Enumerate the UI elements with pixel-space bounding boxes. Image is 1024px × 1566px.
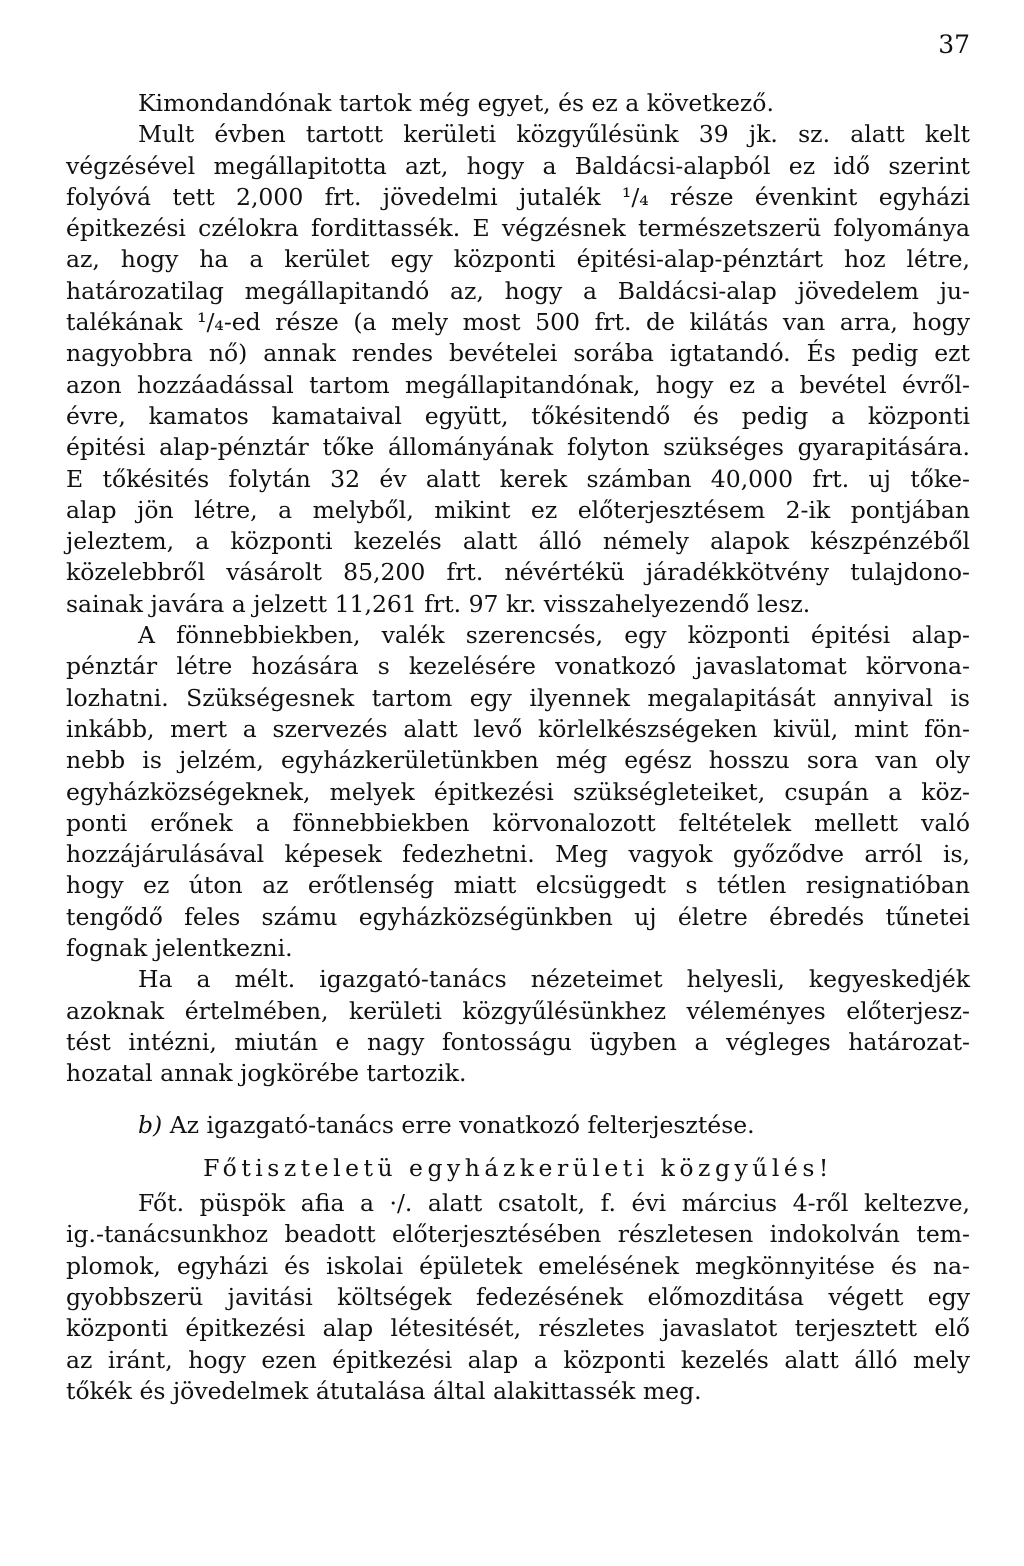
text-line: Ha a mélt. igazgató-tanács nézeteimet helyesli, kegyeskedjék [138,965,970,994]
text-line: Kimondandónak tartok még egyet, és ez a következő. [138,89,774,117]
paragraph [66,88,970,119]
text-line: fognak jelentkezni. [66,934,293,963]
text-line: az, hogy ha a kerület egy központi épitési-alap-pénztárt hoz létre, [66,245,970,274]
text-line: tengődő feles számu egyházközségünkben uj életre ébredés tűnetei [66,902,970,931]
text-line: Főt. püspök afia a ·/. alatt csatolt, f. évi március 4-ről keltezve, [138,1189,970,1218]
salutation: Főtiszteletü egyházkerületi közgyűlés! [203,1153,833,1182]
text-line: nagyobbra nő) annak rendes bevételei sorába igtatandó. És pedig ezt [66,339,970,368]
text-line: végzésével megállapitotta azt, hogy a Baldácsi-alapból ez idő szerint [66,151,970,180]
text-line: E tőkésités folytán 32 év alatt kerek számban 40,000 frt. uj tőke- [66,464,970,493]
text-line: talékának ¹/₄-ed része (a mely most 500 frt. de kilátás van arra, hogy [66,308,970,337]
text-line: alap jön létre, a melyből, mikint ez előterjesztésem 2-ik pontjában [66,495,970,524]
text-line: inkább, mert a szervezés alatt levő körlelkészségeken kivül, mint fön- [66,714,970,743]
text-line: azon hozzáadással tartom megállapitandónak, hogy ez a bevétel évről- [66,370,970,399]
text-line: ponti erőnek a fönnebbiekben körvonalozott feltételek mellett való [66,808,970,837]
text-line: gyobbszerü javitási költségek fedezésének előmozditása végett egy [66,1282,970,1311]
text-line: folyóvá tett 2,000 frt. jövedelmi jutalék ¹/₄ része évenkint egyházi [66,182,970,211]
text-line: plomok, egyházi és iskolai épületek emelésének megkönnyitése és na- [66,1251,970,1280]
paragraph-container [66,88,970,1090]
page-number: 37 [938,30,970,59]
text-line: közelebbről vásárolt 85,200 frt. névértékü járadékkötvény tulajdono- [66,558,970,587]
paragraph [66,620,970,964]
text-line: nebb is jelzém, egyházkerületünkben még egész hosszu sora van oly [66,746,970,775]
subheading-label: b) [138,1110,163,1139]
text-line: hogy ez úton az erőtlenség miatt elcsüggedt s tétlen resignatióban [66,871,970,900]
text-line: központi épitkezési alap létesitését, részletes javaslatot terjesztett elő [66,1314,970,1343]
text-line: tést intézni, miután e nagy fontosságu ügyben a végleges határozat- [66,1027,970,1056]
text-line: határozatilag megállapitandó az, hogy a Baldácsi-alap jövedelem ju- [66,276,970,305]
text-line: jeleztem, a központi kezelés alatt álló némely alapok készpénzéből [66,527,970,556]
text-line: hozatal annak jogkörébe tartozik. [66,1059,467,1088]
text-line: az iránt, hogy ezen épitkezési alap a központi kezelés alatt álló mely [66,1345,970,1374]
text-line: tőkék és jövedelmek átutalása által alakittassék meg. [66,1376,702,1405]
paragraph [66,119,970,620]
text-line: A fönnebbiekben, valék szerencsés, egy központi épitési alap- [138,621,970,650]
subheading [66,1110,970,1141]
text-line: lozhatni. Szükségesnek tartom egy ilyennek megalapitását annyival is [66,683,970,712]
text-line: egyházközségeknek, melyek épitkezési szükségleteiket, csupán a köz- [66,777,970,806]
text-line: ig.-tanácsunkhoz beadott előterjesztésében részletesen indokolván tem- [66,1220,970,1249]
text-line: Mult évben tartott kerületi közgyűlésünk 39 jk. sz. alatt kelt [138,120,970,149]
body-text [66,88,970,1407]
text-line: évre, kamatos kamataival együtt, tőkésitendő és pedig a központi [66,401,970,430]
text-line: épitkezési czélokra fordittassék. E végzésnek természetszerü folyománya [66,214,970,243]
paragraph [66,964,970,1089]
text-line: azoknak értelmében, kerületi közgyűlésünkhez véleményes előterjesz- [66,996,970,1025]
text-line: sainak javára a jelzett 11,261 frt. 97 kr. visszahelyezendő lesz. [66,589,811,618]
text-line: pénztár létre hozására s kezelésére vonatkozó javaslatomat körvona- [66,652,970,681]
text-line: épitési alap-pénztár tőke állományának folyton szükséges gyarapitására. [66,433,970,462]
final-paragraph [66,1188,970,1407]
subheading-text: Az igazgató-tanács erre vonatkozó felterjesztése. [169,1110,755,1139]
text-line: hozzájárulásával képesek fedezhetni. Meg vagyok győződve arról is, [66,840,970,869]
